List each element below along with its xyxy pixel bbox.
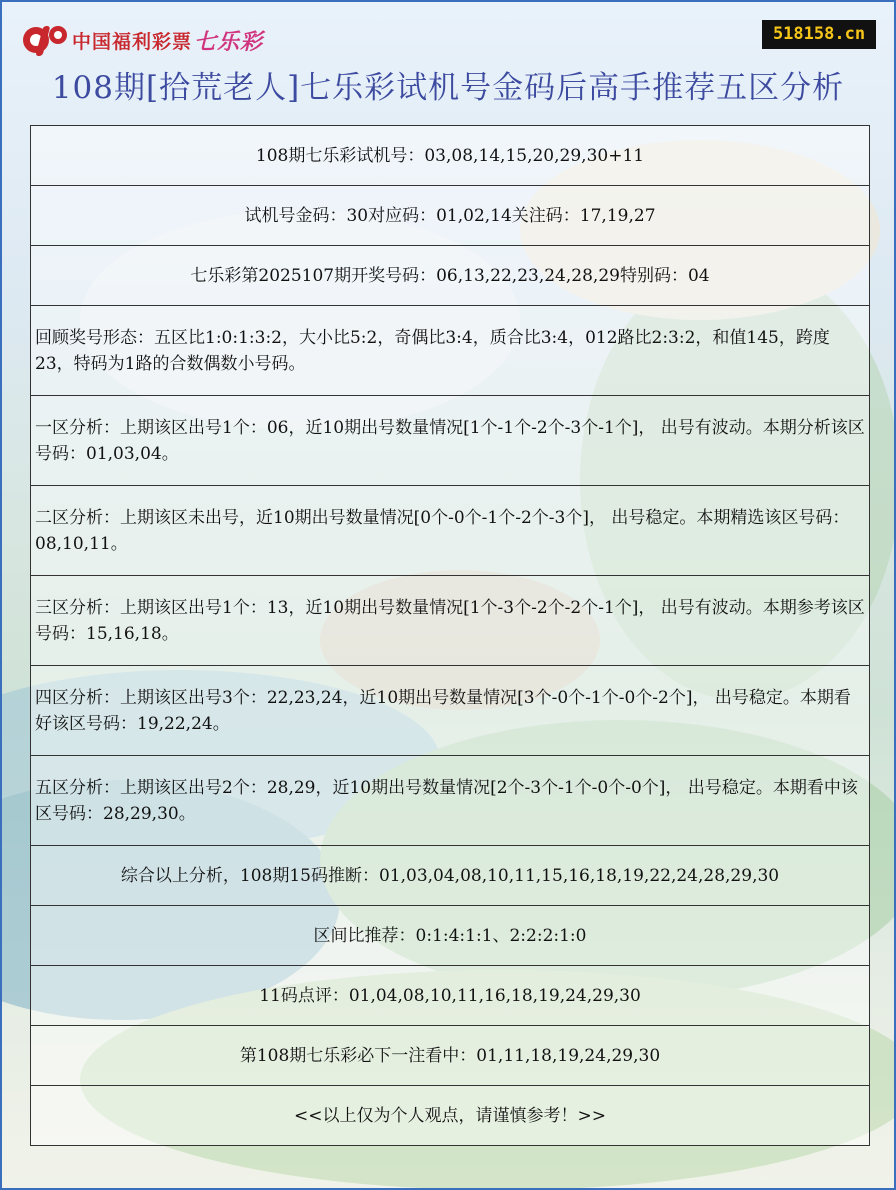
table-row [31,1086,870,1146]
row-15-codes: 综合以上分析，108期15码推断：01,03,04,08,10,11,15,16,18,19,22,24,28,29,30 [31,846,870,906]
row-gold-code: 试机号金码：30对应码：01,02,14关注码：17,19,27 [31,186,870,246]
table-row [31,906,870,966]
welfare-lottery-logo-icon [20,20,70,60]
row-zone-3: 三区分析：上期该区出号1个：13，近10期出号数量情况[1个-3个-2个-2个-1个]， 出号有波动。本期参考该区号码：15,16,18。 [31,576,870,666]
table-row [31,486,870,576]
table-row [31,666,870,756]
row-must-pick: 第108期七乐彩必下一注看中：01,11,18,19,24,29,30 [31,1026,870,1086]
lottery-logo [20,20,263,60]
logo-text: 中国福利彩票 [72,30,193,53]
analysis-table [30,125,870,1146]
page-title: 108期[拾荒老人]七乐彩试机号金码后高手推荐五区分析 [51,70,845,106]
table-row [31,756,870,846]
table-row [31,1026,870,1086]
row-review-pattern: 回顾奖号形态：五区比1:0:1:3:2，大小比5:2，奇偶比3:4，质合比3:4，012路比2:3:2，和值145，跨度23，特码为1路的合数偶数小号码。 [31,306,870,396]
table-row [31,306,870,396]
row-trial-numbers: 108期七乐彩试机号：03,08,14,15,20,29,30+11 [31,126,870,186]
table-row [31,846,870,906]
row-zone-2: 二区分析：上期该区未出号，近10期出号数量情况[0个-0个-1个-2个-3个]， 出号稳定。本期精选该区号码：08,10,11。 [31,486,870,576]
logo-accent-text: 七乐彩 [194,29,264,55]
table-row [31,576,870,666]
row-zone-ratio: 区间比推荐：0:1:4:1:1、2:2:2:1:0 [31,906,870,966]
table-row [31,246,870,306]
row-last-draw: 七乐彩第2025107期开奖号码：06,13,22,23,24,28,29特别码：04 [31,246,870,306]
table-row [31,186,870,246]
table-row [31,396,870,486]
site-badge-link[interactable]: 518158.cn [762,20,876,49]
row-11-codes: 11码点评：01,04,08,10,11,16,18,19,24,29,30 [31,966,870,1026]
row-zone-4: 四区分析：上期该区出号3个：22,23,24，近10期出号数量情况[3个-0个-1个-0个-2个]， 出号稳定。本期看好该区号码：19,22,24。 [31,666,870,756]
table-row [31,966,870,1026]
row-disclaimer: <<以上仅为个人观点，请谨慎参考！>> [31,1086,870,1146]
row-zone-1: 一区分析：上期该区出号1个：06，近10期出号数量情况[1个-1个-2个-3个-1个]， 出号有波动。本期分析该区号码：01,03,04。 [31,396,870,486]
table-row [31,126,870,186]
row-zone-5: 五区分析：上期该区出号2个：28,29，近10期出号数量情况[2个-3个-1个-0个-0个]， 出号稳定。本期看中该区号码：28,29,30。 [31,756,870,846]
